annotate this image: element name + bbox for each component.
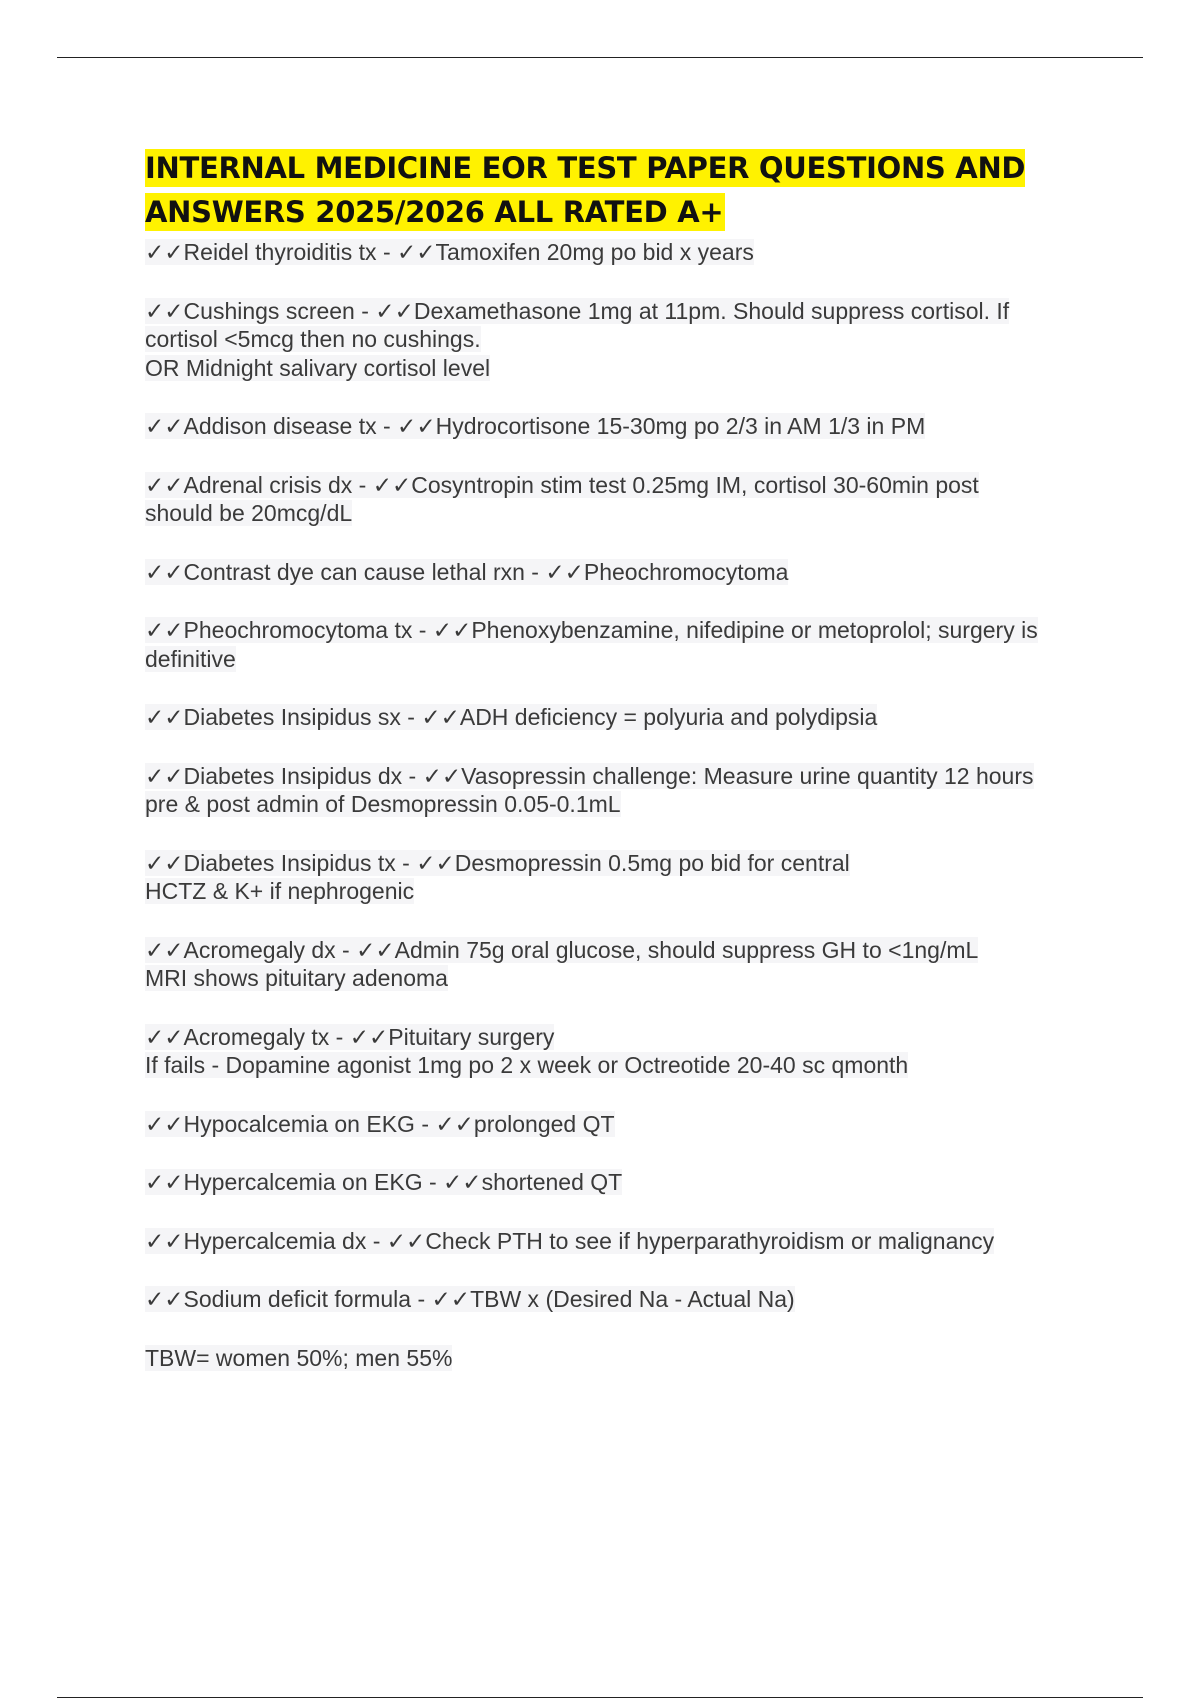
qa-line-text: ✓✓Hypercalcemia dx - ✓✓Check PTH to see if hyperparathyroidism or malignancy bbox=[145, 1227, 995, 1254]
qa-item bbox=[145, 616, 1085, 673]
qa-line-text: pre & post admin of Desmopressin 0.05-0.1mL bbox=[145, 791, 621, 817]
qa-line-text: ✓✓Cushings screen - ✓✓Dexamethasone 1mg at 11pm. Should suppress cortisol. If bbox=[145, 297, 1010, 324]
title-highlight: INTERNAL MEDICINE EOR TEST PAPER QUESTIONS AND ANSWERS 2025/2026 ALL RATED A+ bbox=[145, 151, 1026, 229]
qa-item bbox=[145, 238, 1085, 267]
bottom-rule bbox=[57, 1697, 1143, 1698]
qa-line-text: definitive bbox=[145, 645, 236, 672]
qa-line bbox=[145, 1168, 1085, 1197]
qa-line bbox=[145, 936, 1085, 965]
qa-line-text: ✓✓Diabetes Insipidus tx - ✓✓Desmopressin 0.5mg po bid for central bbox=[145, 849, 850, 876]
qa-line bbox=[145, 703, 1085, 732]
qa-line bbox=[145, 1227, 1085, 1256]
qa-line-text: ✓✓Reidel thyroiditis tx - ✓✓Tamoxifen 20mg po bid x years bbox=[145, 239, 754, 265]
tbw-note bbox=[145, 1344, 1085, 1373]
qa-line-text: ✓✓Diabetes Insipidus dx - ✓✓Vasopressin challenge: Measure urine quantity 12 hours bbox=[145, 762, 1034, 789]
qa-line-text: If fails - Dopamine agonist 1mg po 2 x week or Octreotide 20-40 sc qmonth bbox=[145, 1052, 909, 1078]
qa-line-text: should be 20mcg/dL bbox=[145, 500, 353, 526]
document-title bbox=[145, 146, 1085, 234]
qa-item bbox=[145, 558, 1085, 587]
qa-item bbox=[145, 471, 1085, 528]
qa-line-text: ✓✓Contrast dye can cause lethal rxn - ✓✓Pheochromocytoma bbox=[145, 558, 789, 585]
qa-item bbox=[145, 297, 1085, 383]
qa-line bbox=[145, 297, 1085, 326]
qa-line-text: ✓✓Sodium deficit formula - ✓✓TBW x (Desired Na - Actual Na) bbox=[145, 1286, 795, 1312]
qa-item bbox=[145, 849, 1085, 906]
qa-item bbox=[145, 412, 1085, 441]
qa-line bbox=[145, 1110, 1085, 1139]
qa-line-text: ✓✓Hypercalcemia on EKG - ✓✓shortened QT bbox=[145, 1169, 623, 1195]
qa-line bbox=[145, 238, 1085, 267]
qa-line bbox=[145, 1051, 1085, 1080]
qa-line bbox=[145, 964, 1085, 993]
qa-line-text: cortisol <5mcg then no cushings. bbox=[145, 326, 481, 352]
qa-line bbox=[145, 790, 1085, 819]
qa-line bbox=[145, 354, 1085, 383]
qa-line bbox=[145, 499, 1085, 528]
qa-line bbox=[145, 762, 1085, 791]
qa-line-text: OR Midnight salivary cortisol level bbox=[145, 354, 491, 381]
qa-line-text: HCTZ & K+ if nephrogenic bbox=[145, 878, 415, 904]
qa-line-text: ✓✓Adrenal crisis dx - ✓✓Cosyntropin stim test 0.25mg IM, cortisol 30-60min post bbox=[145, 471, 979, 498]
qa-item bbox=[145, 1023, 1085, 1080]
qa-line bbox=[145, 1023, 1085, 1052]
qa-line bbox=[145, 877, 1085, 906]
qa-line bbox=[145, 616, 1085, 645]
qa-item bbox=[145, 1227, 1085, 1256]
qa-line bbox=[145, 325, 1085, 354]
qa-item bbox=[145, 703, 1085, 732]
qa-item bbox=[145, 1285, 1085, 1314]
qa-item bbox=[145, 762, 1085, 819]
qa-line-text: ✓✓Addison disease tx - ✓✓Hydrocortisone 15-30mg po 2/3 in AM 1/3 in PM bbox=[145, 413, 926, 439]
qa-line bbox=[145, 412, 1085, 441]
document-body bbox=[145, 146, 1085, 1372]
qa-line-text: ✓✓Hypocalcemia on EKG - ✓✓prolonged QT bbox=[145, 1110, 615, 1137]
qa-line-text: ✓✓Acromegaly tx - ✓✓Pituitary surgery bbox=[145, 1023, 555, 1050]
qa-line-text: ✓✓Acromegaly dx - ✓✓Admin 75g oral glucose, should suppress GH to <1ng/mL bbox=[145, 936, 979, 963]
qa-item bbox=[145, 1110, 1085, 1139]
qa-item bbox=[145, 1168, 1085, 1197]
qa-line-text: ✓✓Pheochromocytoma tx - ✓✓Phenoxybenzamine, nifedipine or metoprolol; surgery is bbox=[145, 617, 1038, 643]
top-rule bbox=[57, 57, 1143, 58]
qa-line-text: MRI shows pituitary adenoma bbox=[145, 965, 448, 991]
qa-item bbox=[145, 936, 1085, 993]
qa-line bbox=[145, 645, 1085, 674]
tbw-note-text: TBW= women 50%; men 55% bbox=[145, 1344, 453, 1371]
qa-line-text: ✓✓Diabetes Insipidus sx - ✓✓ADH deficiency = polyuria and polydipsia bbox=[145, 704, 878, 730]
qa-line bbox=[145, 849, 1085, 878]
qa-line bbox=[145, 471, 1085, 500]
qa-line bbox=[145, 558, 1085, 587]
qa-line bbox=[145, 1285, 1085, 1314]
qa-list bbox=[145, 238, 1085, 1314]
